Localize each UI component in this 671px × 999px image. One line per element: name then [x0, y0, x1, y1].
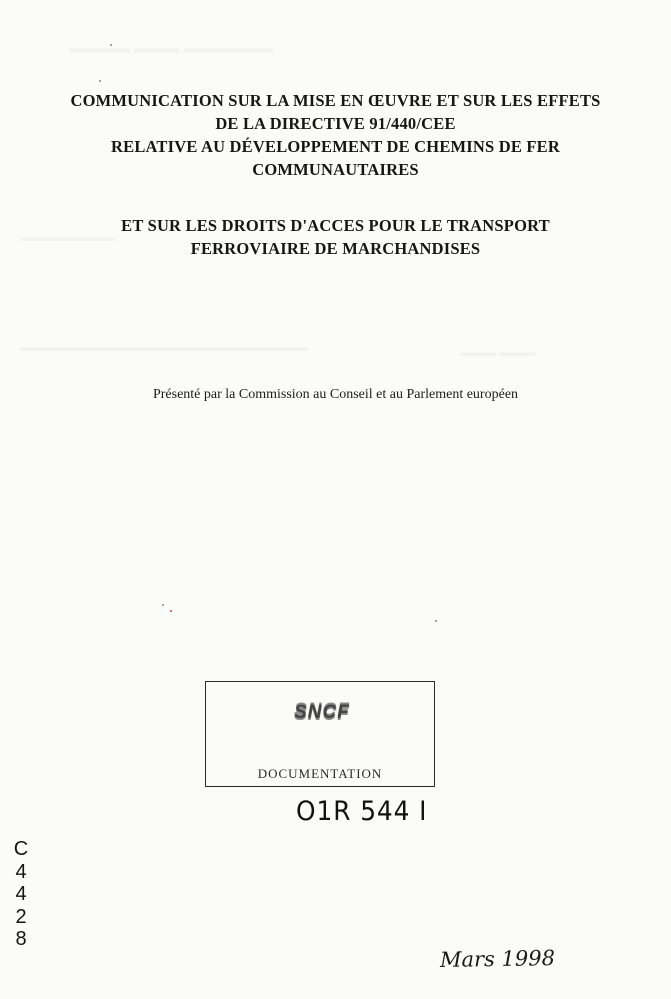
spine-char: 2 [15, 905, 27, 928]
secondary-title [0, 214, 671, 260]
bleed-through-text [20, 340, 308, 354]
spine-code [8, 838, 34, 951]
presented-by-line: Présenté par la Commission au Conseil et au Parlement européen [152, 387, 519, 402]
paper-speck [162, 604, 164, 606]
bleed-through-text [70, 40, 273, 57]
sncf-logo-text: SNCF [294, 702, 350, 723]
title-line: COMMUNAUTAIRES [252, 160, 419, 179]
paper-speck [99, 80, 101, 82]
title-line: ET SUR LES DROITS D'ACCES POUR LE TRANSPORT [121, 216, 550, 235]
main-title [0, 89, 671, 181]
paper-speck [170, 610, 172, 612]
documentation-label: DOCUMENTATION [257, 766, 383, 781]
reference-number: O1R 544 I [296, 796, 428, 827]
spine-char: C [13, 838, 29, 860]
title-line: FERROVIAIRE DE MARCHANDISES [190, 239, 481, 258]
paper-speck [110, 44, 112, 46]
spine-char: 8 [15, 928, 27, 950]
spine-char: 4 [15, 860, 27, 883]
title-line: DE LA DIRECTIVE 91/440/CEE [215, 114, 456, 133]
spine-char: 4 [15, 883, 27, 905]
title-line: RELATIVE AU DÉVELOPPEMENT DE CHEMINS DE FER [111, 137, 560, 156]
paper-speck [435, 620, 437, 622]
handwritten-date: Mars 1998 [439, 945, 556, 973]
sncf-logo [274, 702, 370, 724]
title-line: COMMUNICATION SUR LA MISE EN ŒUVRE ET SUR LES EFFETS [70, 91, 601, 110]
bleed-through-text [460, 345, 535, 359]
documentation-stamp [205, 681, 435, 787]
